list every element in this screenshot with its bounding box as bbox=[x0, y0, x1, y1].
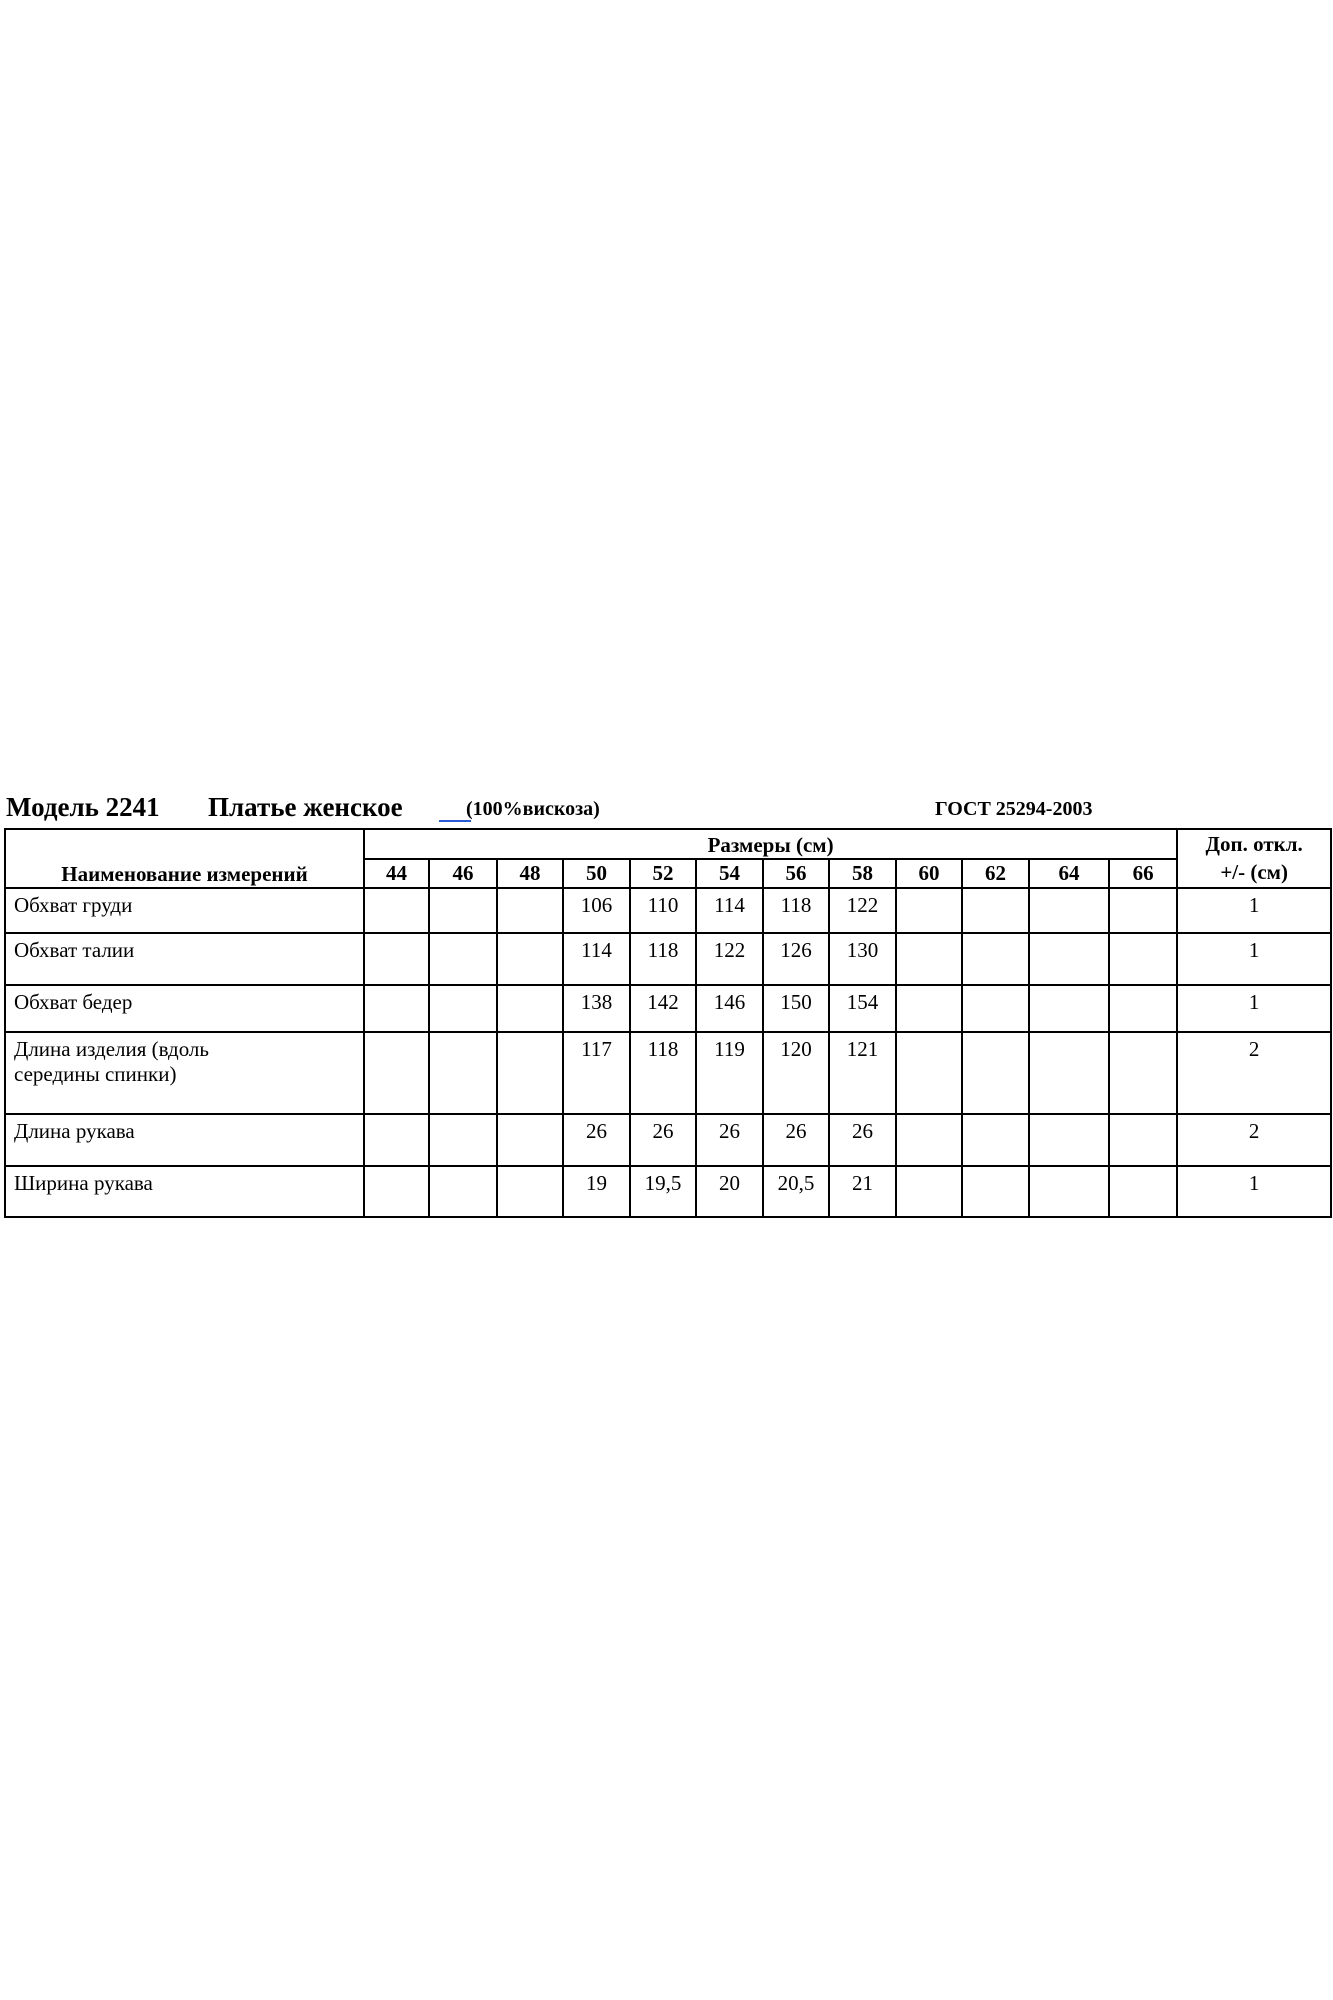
model-number: Модель 2241 bbox=[6, 792, 160, 822]
measurement-value bbox=[1029, 888, 1109, 933]
measurement-value bbox=[364, 1166, 429, 1217]
measurement-value: 146 bbox=[696, 985, 763, 1032]
size-header-cell: 52 bbox=[630, 859, 696, 887]
size-header-cell: 44 bbox=[364, 859, 429, 887]
measurement-value: 26 bbox=[563, 1114, 630, 1166]
measurement-value bbox=[429, 1114, 497, 1166]
measurement-value bbox=[896, 985, 962, 1032]
measurement-value bbox=[364, 985, 429, 1032]
measurement-value: 142 bbox=[630, 985, 696, 1032]
measurement-value: 138 bbox=[563, 985, 630, 1032]
size-table bbox=[4, 828, 1332, 1218]
product-name: Платье женское bbox=[208, 792, 403, 822]
measurement-name-line: Обхват талии bbox=[14, 937, 135, 962]
measurement-value bbox=[962, 933, 1029, 985]
measurement-value bbox=[1109, 933, 1177, 985]
measurement-name-line: середины спинки) bbox=[14, 1061, 177, 1086]
measurement-value: 110 bbox=[630, 888, 696, 933]
table-row bbox=[5, 888, 1331, 933]
measurement-value bbox=[429, 1166, 497, 1217]
gost-standard: ГОСТ 25294-2003 bbox=[935, 798, 1093, 820]
measurement-value bbox=[1109, 1032, 1177, 1114]
measurement-name-line: Длина изделия (вдоль bbox=[14, 1036, 209, 1061]
document-heading bbox=[4, 788, 1330, 828]
measurement-value: 26 bbox=[696, 1114, 763, 1166]
measurement-value: 130 bbox=[829, 933, 896, 985]
measurement-value: 118 bbox=[630, 933, 696, 985]
measurement-value: 120 bbox=[763, 1032, 829, 1114]
tolerance-value: 1 bbox=[1177, 933, 1331, 985]
tolerance-value: 2 bbox=[1177, 1114, 1331, 1166]
tolerance-value: 2 bbox=[1177, 1032, 1331, 1114]
measurement-value bbox=[1109, 985, 1177, 1032]
measurement-value bbox=[962, 888, 1029, 933]
measurement-value: 126 bbox=[763, 933, 829, 985]
measurement-value bbox=[497, 1114, 563, 1166]
size-header-cell: 62 bbox=[962, 859, 1029, 887]
measurement-value bbox=[1109, 1166, 1177, 1217]
measurement-value bbox=[1029, 933, 1109, 985]
table-header-row bbox=[5, 829, 1331, 859]
measurement-value: 19,5 bbox=[630, 1166, 696, 1217]
size-chart-document bbox=[4, 788, 1330, 1218]
measurement-value bbox=[497, 1166, 563, 1217]
measurement-value bbox=[497, 888, 563, 933]
measurement-value: 20,5 bbox=[763, 1166, 829, 1217]
tolerance-value: 1 bbox=[1177, 1166, 1331, 1217]
measurement-value: 150 bbox=[763, 985, 829, 1032]
measurement-value: 119 bbox=[696, 1032, 763, 1114]
table-row bbox=[5, 1032, 1331, 1114]
measurement-name bbox=[5, 1114, 364, 1166]
tolerance-value: 1 bbox=[1177, 985, 1331, 1032]
table-row bbox=[5, 1166, 1331, 1217]
measurement-value bbox=[962, 985, 1029, 1032]
measurement-name bbox=[5, 888, 364, 933]
fabric-composition: (100%вискоза) bbox=[466, 798, 600, 820]
measurement-value: 106 bbox=[563, 888, 630, 933]
measurement-value: 117 bbox=[563, 1032, 630, 1114]
size-header-cell: 56 bbox=[763, 859, 829, 887]
measurement-name bbox=[5, 1166, 364, 1217]
size-header-cell: 64 bbox=[1029, 859, 1109, 887]
measurement-value: 26 bbox=[763, 1114, 829, 1166]
measurement-name-line: Ширина рукава bbox=[14, 1170, 153, 1195]
measurement-name-line: Длина рукава bbox=[14, 1118, 135, 1143]
measurement-value bbox=[497, 985, 563, 1032]
tolerance-header bbox=[1177, 829, 1331, 888]
measurement-value: 114 bbox=[563, 933, 630, 985]
measurement-value bbox=[1109, 888, 1177, 933]
measurement-name bbox=[5, 985, 364, 1032]
size-header-cell: 50 bbox=[563, 859, 630, 887]
measurement-value bbox=[962, 1032, 1029, 1114]
measurement-value bbox=[896, 888, 962, 933]
table-row bbox=[5, 1114, 1331, 1166]
measurement-value: 20 bbox=[696, 1166, 763, 1217]
measurement-value bbox=[364, 888, 429, 933]
measurement-value bbox=[962, 1114, 1029, 1166]
measurement-value bbox=[497, 933, 563, 985]
measurement-name bbox=[5, 1032, 364, 1114]
size-header-cell: 48 bbox=[497, 859, 563, 887]
measurement-name-line: Обхват бедер bbox=[14, 989, 133, 1014]
measurement-value bbox=[429, 888, 497, 933]
measurement-value: 122 bbox=[829, 888, 896, 933]
measurement-value bbox=[364, 933, 429, 985]
size-header-cell: 54 bbox=[696, 859, 763, 887]
measurement-value bbox=[896, 1114, 962, 1166]
measurement-name-header: Наименование измерений bbox=[5, 829, 364, 888]
measurement-value: 118 bbox=[630, 1032, 696, 1114]
measurement-value bbox=[1029, 1166, 1109, 1217]
measurement-value: 122 bbox=[696, 933, 763, 985]
measurement-value bbox=[364, 1114, 429, 1166]
measurement-name bbox=[5, 933, 364, 985]
measurement-value: 118 bbox=[763, 888, 829, 933]
measurement-value bbox=[1029, 985, 1109, 1032]
measurement-value: 154 bbox=[829, 985, 896, 1032]
size-header-cell: 58 bbox=[829, 859, 896, 887]
measurement-value bbox=[896, 1032, 962, 1114]
tolerance-header-line2: +/- (см) bbox=[1220, 860, 1288, 885]
measurement-value: 19 bbox=[563, 1166, 630, 1217]
measurement-value bbox=[1109, 1114, 1177, 1166]
size-header-cell: 66 bbox=[1109, 859, 1177, 887]
measurement-value bbox=[497, 1032, 563, 1114]
table-row bbox=[5, 985, 1331, 1032]
measurement-value: 121 bbox=[829, 1032, 896, 1114]
measurement-value bbox=[429, 985, 497, 1032]
measurement-value bbox=[896, 933, 962, 985]
size-header-cell: 60 bbox=[896, 859, 962, 887]
measurement-value: 114 bbox=[696, 888, 763, 933]
measurement-value: 26 bbox=[829, 1114, 896, 1166]
measurement-value bbox=[962, 1166, 1029, 1217]
tolerance-header-line1: Доп. откл. bbox=[1205, 832, 1303, 856]
measurement-value bbox=[364, 1032, 429, 1114]
measurement-value bbox=[429, 1032, 497, 1114]
size-header-cell: 46 bbox=[429, 859, 497, 887]
measurement-value bbox=[429, 933, 497, 985]
table-row bbox=[5, 933, 1331, 985]
measurement-value bbox=[1029, 1032, 1109, 1114]
measurement-value: 26 bbox=[630, 1114, 696, 1166]
measurement-name-line: Обхват груди bbox=[14, 892, 133, 917]
measurement-value bbox=[896, 1166, 962, 1217]
sizes-header: Размеры (см) bbox=[364, 829, 1177, 859]
tolerance-value: 1 bbox=[1177, 888, 1331, 933]
measurement-value: 21 bbox=[829, 1166, 896, 1217]
measurement-value bbox=[1029, 1114, 1109, 1166]
